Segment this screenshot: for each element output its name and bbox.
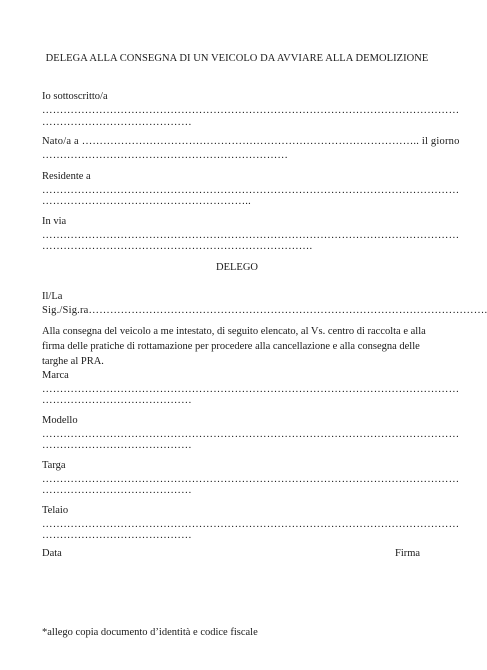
sottoscritto-label: Io sottoscritto/a [42, 91, 108, 102]
nato-label: Nato/a a ………………………………………………………………………………….. il giorno [42, 136, 460, 147]
footer-note: *allego copia documento d’identità e codice fiscale [42, 627, 258, 638]
residente-line-1: ……………………………………………………………………………………………………… [42, 185, 460, 196]
telaio-label: Telaio [42, 505, 69, 516]
targa-label: Targa [42, 460, 66, 471]
targa-line-2: …………………………………… [42, 485, 192, 496]
modello-line-1: ……………………………………………………………………………………………………… [42, 429, 460, 440]
via-line-2: …………………………………………………………………. [42, 241, 313, 252]
sottoscritto-line-1: ……………………………………………………………………………………………………… [42, 105, 460, 116]
via-line-1: ……………………………………………………………………………………………………… [42, 230, 460, 241]
delegato-label-2: Sig./Sig.ra…………………………………………………………………………………………………. [42, 305, 487, 316]
residente-label: Residente a [42, 171, 91, 182]
delego-heading: DELEGO [216, 262, 258, 273]
delega-paragraph: Alla consegna del veicolo a me intestato, di seguito elencato, al Vs. centro di raccolta e alla firma delle pratiche di rottamazione per procedere alla cancellazione e alla consegna delle targhe al PRA. [42, 326, 426, 367]
modello-label: Modello [42, 415, 78, 426]
marca-line-2: …………………………………… [42, 395, 192, 406]
marca-line-1: ……………………………………………………………………………………………………… [42, 384, 460, 395]
sottoscritto-line-2: …………………………………… [42, 117, 192, 128]
telaio-line-2: …………………………………… [42, 530, 192, 541]
marca-label: Marca [42, 370, 69, 381]
targa-line-1: ……………………………………………………………………………………………………… [42, 474, 460, 485]
firma-label: Firma [395, 548, 421, 559]
data-label: Data [42, 548, 62, 559]
document-title: DELEGA ALLA CONSEGNA DI UN VEICOLO DA AVVIARE ALLA DEMOLIZIONE [45, 53, 429, 64]
modello-line-2: …………………………………… [42, 440, 192, 451]
residente-line-2: ………………………………………………….. [42, 196, 251, 207]
via-label: In via [42, 216, 67, 227]
nato-line-2: …………………………………………………………… [42, 150, 289, 161]
delegato-label-1: Il/La [42, 291, 63, 302]
telaio-line-1: ……………………………………………………………………………………………………… [42, 519, 460, 530]
